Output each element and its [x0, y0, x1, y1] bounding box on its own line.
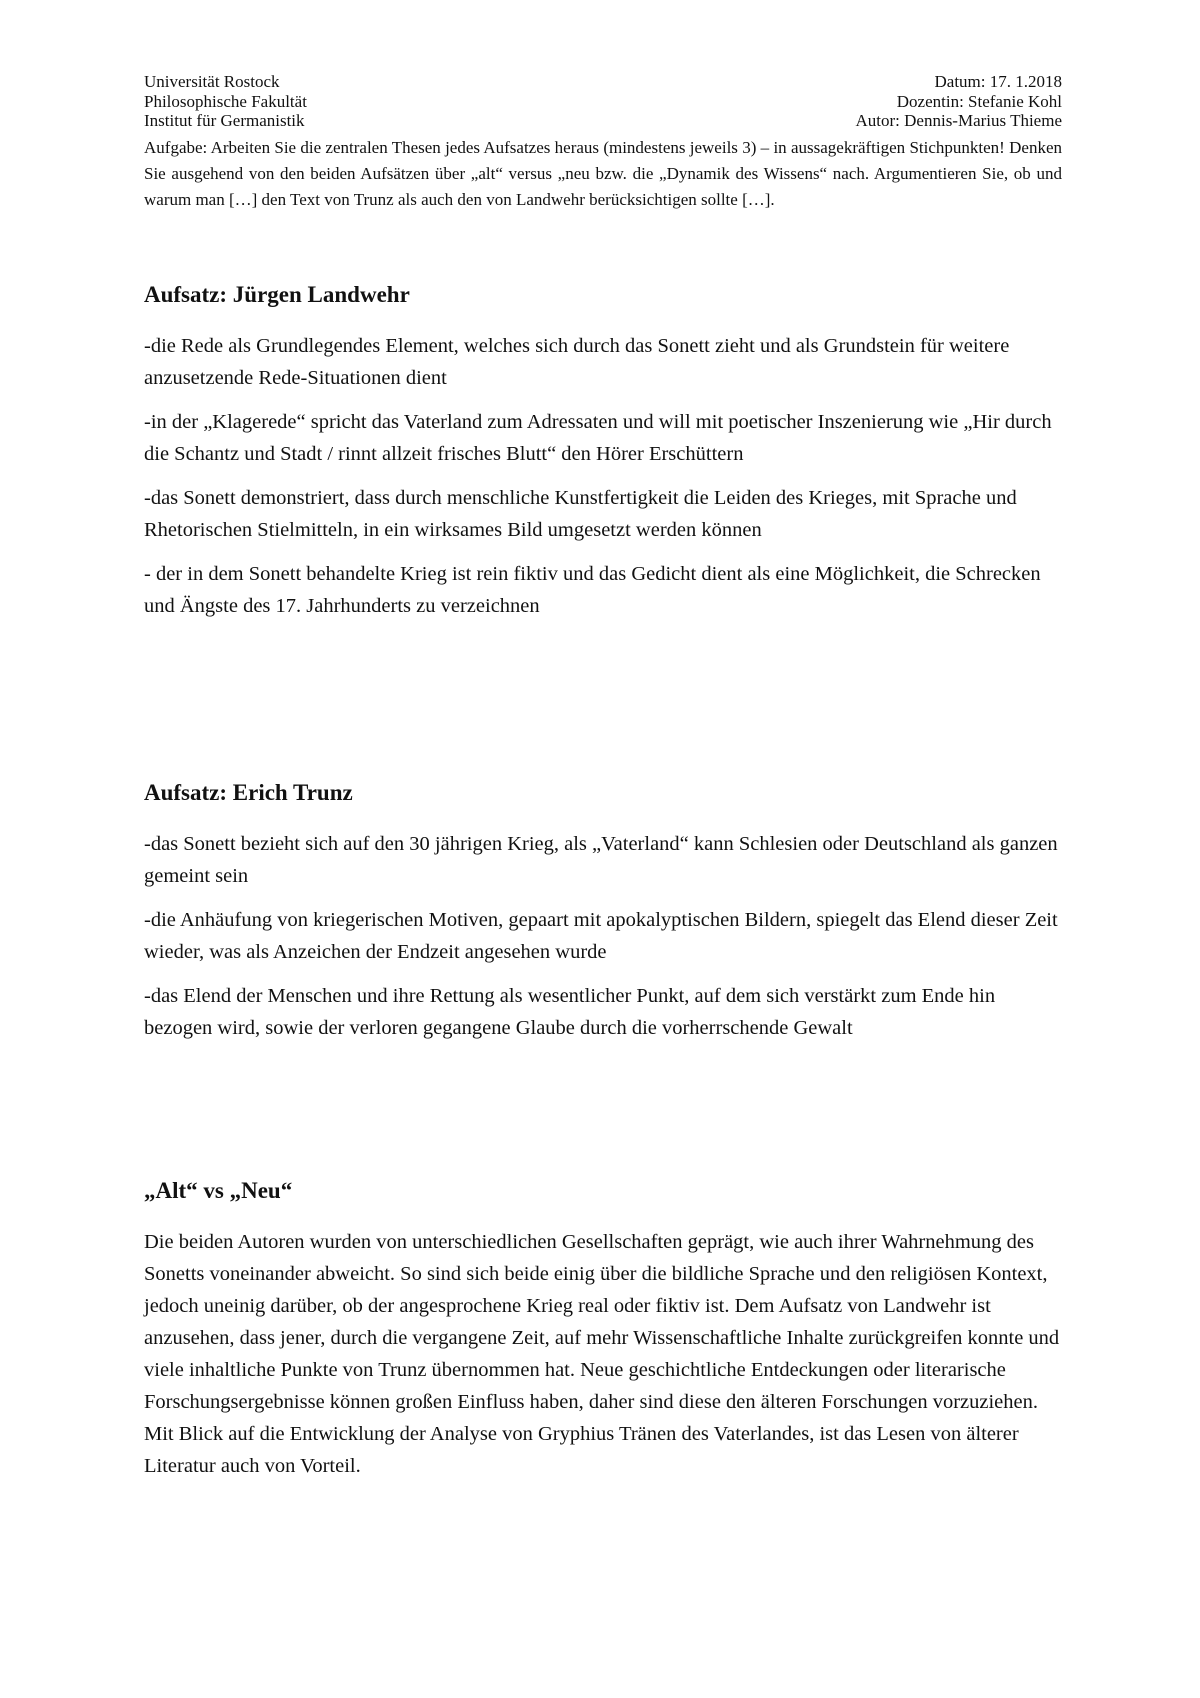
section-trunz — [144, 778, 1062, 1044]
author: Autor: Dennis-Marius Thieme — [855, 111, 1062, 130]
institute-name: Institut für Germanistik — [144, 111, 305, 130]
bullet-paragraph: -das Sonett bezieht sich auf den 30 jährigen Krieg, als „Vaterland“ kann Schlesien oder Deutschland als ganzen gemeint sein — [144, 833, 1058, 887]
bullet-paragraph: -das Sonett demonstriert, dass durch menschliche Kunstfertigkeit die Leiden des Krieges, mit Sprache und Rhetorischen Stielmitteln, in ein wirksames Bild umgesetzt werden können — [144, 487, 1017, 541]
lecturer: Dozentin: Stefanie Kohl — [896, 91, 1062, 111]
bullet-paragraph: - der in dem Sonett behandelte Krieg ist rein fiktiv und das Gedicht dient als eine Möglichkeit, die Schrecken und Ängste des 17. Jahrhunderts zu verzeichnen — [144, 563, 1041, 617]
faculty-name: Philosophische Fakultät — [144, 91, 307, 111]
section-heading: Aufsatz: Erich Trunz — [144, 780, 353, 805]
bullet-paragraph: -die Anhäufung von kriegerischen Motiven, gepaart mit apokalyptischen Bildern, spiegelt das Elend dieser Zeit wieder, was als Anzeichen der Endzeit angesehen wurde — [144, 909, 1058, 963]
section-heading: „Alt“ vs „Neu“ — [144, 1178, 293, 1203]
section-landwehr — [144, 280, 1062, 622]
document-header — [144, 72, 1062, 213]
header-row — [144, 111, 1062, 131]
date: Datum: 17. 1.2018 — [934, 72, 1062, 91]
bullet-paragraph: -in der „Klagerede“ spricht das Vaterland zum Adressaten und will mit poetischer Inszenierung wie „Hir durch die Schantz und Stadt / rinnt allzeit frisches Blutt“ den Hörer Erschüttern — [144, 411, 1052, 465]
section-heading: Aufsatz: Jürgen Landwehr — [144, 282, 410, 307]
university-name: Universität Rostock — [144, 72, 280, 91]
bullet-paragraph: -das Elend der Menschen und ihre Rettung als wesentlicher Punkt, auf dem sich verstärkt zum Ende hin bezogen wird, sowie der verloren gegangene Glaube durch die vorherrschende Gewalt — [144, 985, 996, 1039]
header-row — [144, 92, 1062, 112]
header-row — [144, 72, 1062, 92]
section-alt-vs-neu — [144, 1176, 1062, 1482]
task-description: Aufgabe: Arbeiten Sie die zentralen Thesen jedes Aufsatzes heraus (mindestens jeweils 3) – in aussagekräftigen Stichpunkten! Denken Sie ausgehend von den beiden Aufsätzen über „alt“ versus „neu bzw. die „Dynamik des Wissens“ nach. Argumentieren Sie, ob und warum man […] den Text von Trunz als auch den von Landwehr berücksichtigen sollte […]. — [144, 137, 1062, 209]
body-paragraph: Die beiden Autoren wurden von unterschiedlichen Gesellschaften geprägt, wie auch ihrer Wahrnehmung des Sonetts voneinander abweicht. So sind sich beide einig über die bildliche Sprache und den religiösen Kontext, jedoch uneinig darüber, ob der angesprochene Krieg real oder fiktiv ist. Dem Aufsatz von Landwehr ist anzusehen, dass jener, durch die vergangene Zeit, auf mehr Wissenschaftliche Inhalte zurückgreifen konnte und viele inhaltliche Punkte von Trunz übernommen hat. Neue geschichtliche Entdeckungen oder literarische Forschungsergebnisse können großen Einfluss haben, daher sind diese den älteren Forschungen vorzuziehen. Mit Blick auf die Entwicklung der Analyse von Gryphius Tränen des Vaterlandes, ist das Lesen von älterer Literatur auch von Vorteil. — [144, 1231, 1060, 1477]
bullet-paragraph: -die Rede als Grundlegendes Element, welches sich durch das Sonett zieht und als Grundstein für weitere anzusetzende Rede-Situationen dient — [144, 335, 1010, 389]
